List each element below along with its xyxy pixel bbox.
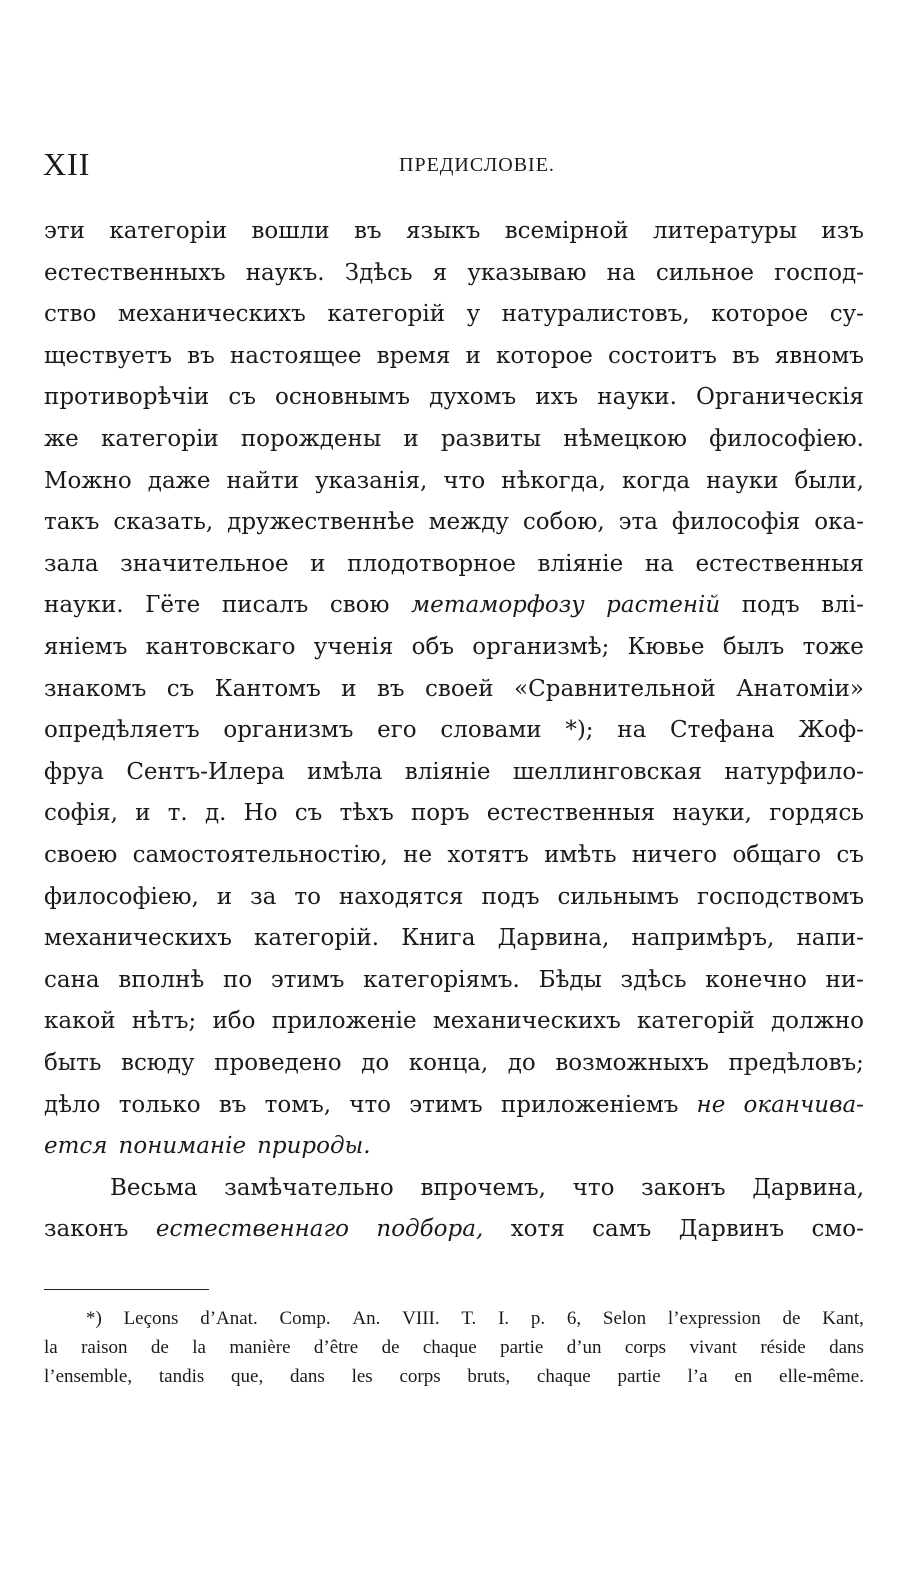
word: фруа (44, 758, 104, 785)
word: своей (425, 675, 494, 702)
word: не (403, 842, 433, 868)
word: свою (329, 592, 390, 619)
word: съ (836, 842, 864, 868)
word: и (310, 550, 326, 577)
word: указанія, (314, 467, 428, 494)
word: господ- (774, 259, 864, 286)
word: *) (86, 1308, 102, 1329)
word: то (294, 883, 321, 910)
word: и (216, 883, 233, 910)
word: гордясь (769, 800, 864, 827)
word: ществуетъ (44, 342, 173, 369)
word: d’être (313, 1337, 359, 1358)
word: Книга (401, 925, 476, 952)
word: tandis (158, 1366, 205, 1387)
word: категорій (327, 301, 446, 328)
word: приложеніе (271, 1008, 417, 1035)
word: были, (794, 467, 864, 494)
word: подбора, (376, 1216, 484, 1243)
word: An. (352, 1308, 381, 1329)
word: нѣкогда, (501, 467, 606, 494)
word: corps (624, 1337, 667, 1358)
word: до (361, 1050, 390, 1076)
word: же (44, 426, 79, 452)
word: Стефана (670, 717, 775, 744)
word: духомъ (429, 384, 517, 411)
word: какой (44, 1008, 116, 1035)
word: vivant (689, 1337, 737, 1358)
word: предѣловъ; (728, 1050, 864, 1076)
word: категорій. (254, 925, 380, 952)
text-line-11 (44, 626, 864, 668)
word: растеній (606, 592, 721, 619)
word: вліяніе (537, 550, 624, 577)
word: найти (226, 467, 299, 494)
word: bruts, (467, 1366, 511, 1387)
word: самъ (592, 1216, 652, 1243)
word: partie (500, 1337, 544, 1358)
word: dans (829, 1337, 864, 1358)
word: здѣсь (620, 966, 687, 993)
word: механическихъ (117, 301, 306, 328)
word: механическихъ (44, 925, 232, 952)
text-line-4 (44, 335, 864, 377)
word: естественнаго (155, 1216, 349, 1243)
word: что (572, 1174, 615, 1201)
word: Кювье (627, 634, 705, 660)
word: 6, (566, 1308, 582, 1329)
text-line-18 (44, 917, 864, 959)
word: быть (44, 1050, 102, 1076)
word: l’ensemble, (44, 1366, 133, 1387)
word: указываю (467, 259, 587, 286)
word: софія, (44, 800, 118, 827)
word: замѣчательно (224, 1174, 394, 1201)
word: что (349, 1091, 392, 1118)
text-line-8 (44, 501, 864, 543)
word: состоитъ (608, 342, 717, 369)
word: тоже (802, 634, 864, 660)
word: и (403, 426, 419, 452)
word: хотя (510, 1216, 565, 1243)
word: даже (147, 467, 211, 494)
text-line-5 (44, 376, 864, 418)
word: законъ (44, 1216, 129, 1243)
word: «Сравнительной (514, 675, 716, 702)
word: природы. (257, 1133, 371, 1160)
word: естественныхъ (44, 259, 226, 286)
word: corps (399, 1366, 441, 1387)
word: влі- (821, 592, 864, 619)
word: въ (187, 342, 215, 369)
word: на (644, 550, 674, 577)
word: конечно (705, 966, 807, 993)
word: вполнѣ (118, 966, 205, 993)
word: натурфило- (724, 758, 864, 785)
word: la (44, 1337, 58, 1358)
word: этимъ (409, 1091, 483, 1118)
word: сильное (655, 259, 754, 286)
word: съ (166, 675, 195, 702)
word: вліяніе (404, 758, 491, 785)
word: Сентъ-Илера (126, 758, 285, 785)
word: смо- (811, 1216, 864, 1243)
word: en (734, 1366, 753, 1387)
word: ни- (825, 966, 864, 993)
word: l’expression (667, 1308, 761, 1329)
word: за (250, 883, 277, 910)
word: de (381, 1337, 400, 1358)
word: имѣть (544, 842, 617, 868)
word: elle-même. (779, 1366, 864, 1387)
word: д. (204, 800, 227, 827)
word: философія (671, 509, 801, 536)
word: de (150, 1337, 169, 1358)
word: и (341, 675, 357, 702)
word: l’a (687, 1366, 708, 1387)
word: эта (618, 509, 658, 536)
word: Гёте (145, 592, 201, 619)
word: T. (461, 1308, 477, 1329)
word: въ (732, 342, 760, 369)
word: не (696, 1091, 726, 1118)
word: у (466, 301, 481, 328)
word: на (617, 717, 647, 744)
word: плодотворное (347, 550, 516, 577)
word: на (606, 259, 636, 286)
word: Жоф- (798, 717, 864, 744)
word: самостоятельностію, (132, 842, 388, 868)
footnote-divider (44, 1289, 209, 1290)
word: развиты (440, 426, 542, 452)
word: господствомъ (696, 883, 864, 910)
word: категоріи (100, 426, 219, 452)
word: науки. (597, 384, 677, 411)
word: собою, (522, 509, 605, 536)
text-line-10 (44, 584, 864, 626)
word: Можно (44, 467, 132, 494)
word: опредѣляетъ (44, 717, 200, 744)
word: что (443, 467, 486, 494)
word: нѣмецкою (563, 426, 688, 452)
word: всюду (121, 1050, 195, 1076)
word: Но (243, 800, 278, 827)
word: réside (760, 1337, 806, 1358)
word: подъ (741, 592, 800, 619)
word: сильнымъ (557, 883, 679, 910)
word: Дарвинъ (678, 1216, 785, 1243)
word: дружественнѣе (227, 509, 415, 536)
word: категорій (637, 1008, 755, 1035)
word: приложеніемъ (500, 1091, 679, 1118)
text-line-6 (44, 418, 864, 460)
word: время (376, 342, 451, 369)
word: VIII. (402, 1308, 440, 1329)
word: напи- (796, 925, 864, 952)
text-line-16 (44, 834, 864, 876)
word: я (432, 259, 448, 286)
word: этимъ (270, 966, 345, 993)
text-line-2 (44, 252, 864, 294)
word: кантовскаго (145, 634, 296, 660)
word: только (118, 1091, 201, 1118)
word: метаморфозу (411, 592, 585, 619)
text-line-21 (44, 1042, 864, 1084)
word: натуралистовъ, (501, 301, 690, 328)
word: Бѣды (538, 966, 602, 993)
footnote-line-1 (86, 1304, 864, 1334)
text-line-24 (110, 1167, 864, 1209)
word: явномъ (774, 342, 864, 369)
word: когда (621, 467, 691, 494)
word: наукъ. (245, 259, 325, 286)
word: категоріи (109, 218, 228, 244)
word: организмъ (223, 717, 354, 744)
word: оканчива- (743, 1091, 864, 1118)
word: законъ (641, 1174, 726, 1201)
word: которое (495, 342, 593, 369)
word: и (135, 800, 151, 827)
word: d’un (566, 1337, 602, 1358)
word: Selon (602, 1308, 647, 1329)
word: Leçons (123, 1308, 179, 1329)
word: Kant, (822, 1308, 864, 1329)
page-number: XII (43, 146, 91, 182)
word: томъ, (264, 1091, 332, 1118)
word: Дарвина, (497, 925, 610, 952)
word: сказать, (113, 509, 214, 536)
word: поръ (410, 800, 470, 827)
word: которое (711, 301, 809, 328)
word: общаго (732, 842, 822, 868)
word: p. (530, 1308, 546, 1329)
text-line-23 (44, 1125, 864, 1167)
word: между (428, 509, 509, 536)
word: dans (289, 1366, 325, 1387)
word: возможныхъ (555, 1050, 709, 1076)
word: хотятъ (447, 842, 529, 868)
word: ется (44, 1133, 108, 1160)
word: вошли (251, 218, 330, 244)
word: de (782, 1308, 801, 1329)
word: находятся (338, 883, 464, 910)
word: ученія (313, 634, 394, 660)
word: имѣла (307, 758, 383, 785)
word: нѣтъ; (131, 1008, 197, 1035)
text-line-3 (44, 293, 864, 335)
word: raison (81, 1337, 128, 1358)
word: *); (565, 717, 594, 744)
text-line-19 (44, 959, 864, 1001)
word: Кантомъ (214, 675, 321, 702)
text-line-1 (44, 210, 864, 252)
word: яніемъ (44, 634, 128, 660)
word: изъ (821, 218, 864, 244)
text-line-12 (44, 668, 864, 710)
word: que, (231, 1366, 264, 1387)
text-line-13 (44, 709, 864, 751)
word: по (223, 966, 253, 993)
word: Здѣсь (344, 259, 413, 286)
word: науки, (672, 800, 752, 827)
word: въ (353, 218, 382, 244)
text-line-15 (44, 792, 864, 834)
word: chaque (422, 1337, 477, 1358)
word: противорѣчіи (44, 384, 210, 411)
word: философіею. (709, 426, 864, 452)
word: пониманіе (118, 1133, 247, 1160)
word: всемірной (504, 218, 629, 244)
word: Органическія (696, 384, 864, 411)
word: ничего (631, 842, 718, 868)
word: объ (411, 634, 454, 660)
word: должно (771, 1008, 864, 1035)
word: Весьма (110, 1174, 198, 1201)
word: организмѣ; (472, 634, 610, 660)
word: въ (218, 1091, 247, 1118)
word: механическихъ (432, 1008, 621, 1035)
footnote-line-3 (44, 1362, 864, 1392)
word: значительное (120, 550, 289, 577)
text-line-25 (44, 1208, 864, 1250)
word: тѣхъ (339, 800, 394, 827)
word: естественныя (695, 550, 864, 577)
word: былъ (722, 634, 785, 660)
word: ока- (814, 509, 864, 536)
word: зала (44, 550, 99, 577)
word: ихъ (535, 384, 579, 411)
word: писалъ (221, 592, 309, 619)
word: естественныя (486, 800, 656, 827)
word: сана (44, 966, 100, 993)
text-line-22 (44, 1084, 864, 1126)
word: проведено (214, 1050, 342, 1076)
word: языкъ (405, 218, 481, 244)
footnote-line-2 (44, 1333, 864, 1363)
word: литературы (653, 218, 798, 244)
word: съ (294, 800, 323, 827)
text-line-17 (44, 876, 864, 918)
word: и (465, 342, 481, 369)
word: знакомъ (44, 675, 147, 702)
word: les (351, 1366, 373, 1387)
running-title: ПРЕДИСЛОВІЕ. (399, 154, 555, 176)
word: дѣло (44, 1091, 101, 1118)
word: до (507, 1050, 536, 1076)
word: partie (617, 1366, 661, 1387)
word: словами (440, 717, 542, 744)
word: напримѣръ, (631, 925, 775, 952)
word: manière (229, 1337, 291, 1358)
word: эти (44, 218, 85, 244)
word: настоящее (229, 342, 362, 369)
word: Comp. (279, 1308, 331, 1329)
word: науки. (44, 592, 124, 619)
word: впрочемъ, (420, 1174, 546, 1201)
word: la (192, 1337, 206, 1358)
word: Дарвина, (752, 1174, 864, 1201)
word: такъ (44, 509, 100, 536)
word: порождены (240, 426, 382, 452)
word: съ (228, 384, 256, 411)
word: категоріямъ. (363, 966, 520, 993)
text-line-14 (44, 751, 864, 793)
word: науки (706, 467, 779, 494)
word: ство (44, 301, 97, 328)
word: I. (498, 1308, 510, 1329)
word: су- (829, 301, 864, 328)
word: основнымъ (274, 384, 410, 411)
word: шеллинговская (512, 758, 703, 785)
word: т. (167, 800, 188, 827)
word: подъ (481, 883, 540, 910)
word: своею (44, 842, 118, 868)
word: конца, (408, 1050, 489, 1076)
word: chaque (536, 1366, 591, 1387)
text-line-9 (44, 543, 864, 585)
word: d’Anat. (200, 1308, 258, 1329)
word: философіею, (44, 883, 199, 910)
text-line-20 (44, 1000, 864, 1042)
text-line-7 (44, 460, 864, 502)
word: его (377, 717, 417, 744)
word: ибо (212, 1008, 256, 1035)
word: Анатоміи» (736, 675, 864, 702)
word: въ (376, 675, 405, 702)
